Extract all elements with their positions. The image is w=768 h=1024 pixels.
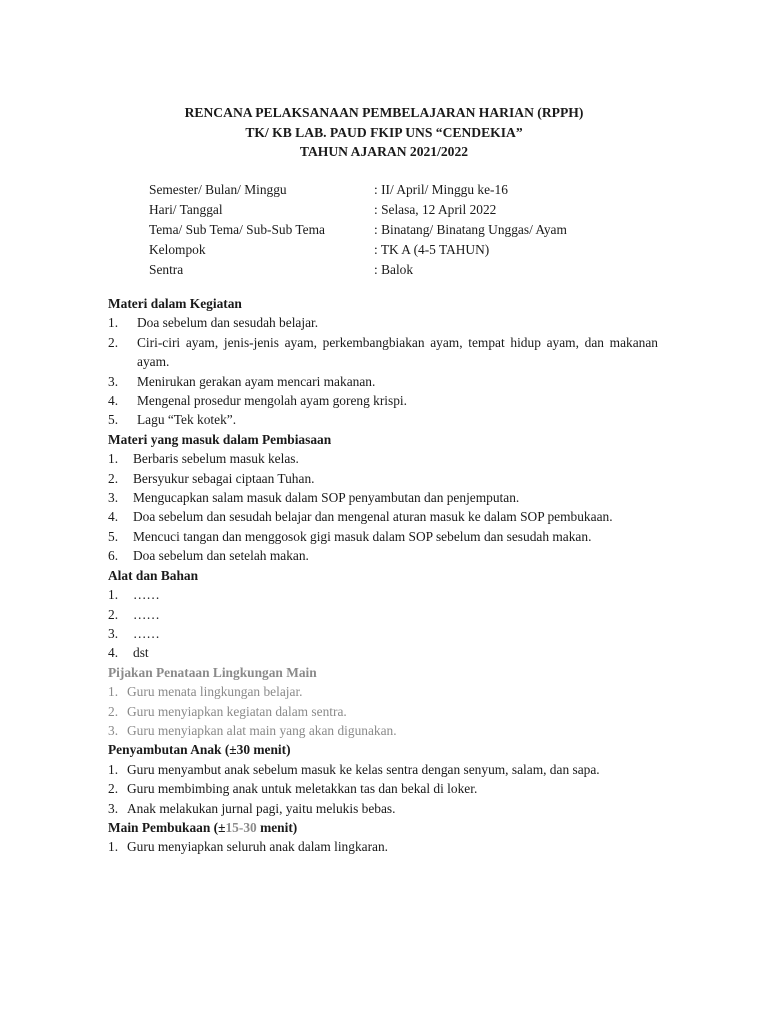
list-item [108,760,658,779]
item-number: 4. [108,509,119,525]
list-item [108,702,658,721]
item-number: 4. [108,645,119,661]
list-item [108,507,658,526]
materi-pembiasaan-list [108,449,658,565]
heading-suffix: menit) [256,819,298,835]
list-item [108,605,658,624]
list-item [108,643,658,662]
materi-kegiatan-list [108,313,658,429]
list-item [108,313,658,332]
info-value: : Selasa, 12 April 2022 [374,202,497,217]
item-number: 3. [108,373,119,389]
item-text: …… [133,606,160,622]
item-text: Guru membimbing anak untuk meletakkan tas dan bekal di loker. [127,781,478,797]
item-text: Menirukan gerakan ayam mencari makanan. [137,373,376,389]
identity-table [149,180,669,280]
item-number: 2. [108,606,119,622]
item-text: …… [133,625,160,641]
item-number: 2. [108,781,119,797]
section-heading-pijakan: Pijakan Penataan Lingkungan Main [108,664,317,680]
title-line-2: TK/ KB LAB. PAUD FKIP UNS “CENDEKIA” [245,124,523,140]
alat-bahan-list [108,585,658,663]
item-text: Guru menata lingkungan belajar. [127,684,303,700]
list-item [108,799,658,818]
section-heading-alat-bahan: Alat dan Bahan [108,567,199,583]
info-value: : Balok [374,262,414,277]
item-text: Mengucapkan salam masuk dalam SOP penyambutan dan penjemputan. [133,490,520,506]
item-text: …… [133,587,160,603]
item-text: Mencuci tangan dan menggosok gigi masuk dalam SOP sebelum dan sesudah makan. [133,528,592,544]
heading-prefix: Main Pembukaan (± [108,819,226,835]
section-heading-materi-kegiatan: Materi dalam Kegiatan [108,296,242,311]
item-number: 6. [108,548,119,564]
title-line-3: TAHUN AJARAN 2021/2022 [299,144,469,159]
item-text: Guru menyiapkan seluruh anak dalam lingkaran. [127,839,389,855]
item-number: 1. [108,761,119,777]
item-number: 1. [108,315,119,331]
item-number: 3. [108,490,119,506]
list-item [108,585,658,604]
item-text: Guru menyiapkan kegiatan dalam sentra. [127,703,347,719]
pembukaan-list [108,837,658,856]
document-header [0,103,768,162]
list-item [108,546,658,565]
item-text: Berbaris sebelum masuk kelas. [133,451,299,467]
item-number: 3. [108,800,119,816]
item-number: 2. [108,703,119,719]
item-number: 1. [108,587,119,603]
section-heading-pembukaan [108,818,658,837]
info-row-theme [149,220,669,240]
info-label: Hari/ Tanggal [149,202,223,217]
item-text: Guru menyiapkan alat main yang akan digunakan. [127,722,397,738]
info-label: Semester/ Bulan/ Minggu [149,182,287,197]
list-item [108,624,658,643]
item-number: 2. [108,470,119,486]
list-item [108,372,658,391]
info-label: Kelompok [149,242,206,257]
list-item [108,410,658,429]
item-text: Doa sebelum dan setelah makan. [133,548,309,564]
item-text: Lagu “Tek kotek”. [137,412,237,428]
document-body [108,294,658,857]
item-text: Doa sebelum dan sesudah belajar dan mengenal aturan masuk ke dalam SOP pembukaan. [133,509,613,525]
title-line-1: RENCANA PELAKSANAAN PEMBELAJARAN HARIAN (RPPH) [184,105,584,120]
info-label: Tema/ Sub Tema/ Sub-Sub Tema [149,222,325,237]
item-number: 1. [108,451,119,467]
item-text: Anak melakukan jurnal pagi, yaitu melukis bebas. [127,800,396,816]
info-value: : Binatang/ Binatang Unggas/ Ayam [374,222,567,237]
item-text: Mengenal prosedur mengolah ayam goreng krispi. [137,393,407,409]
info-row-group [149,240,669,260]
info-label: Sentra [149,262,184,277]
item-number: 2. [108,334,119,350]
item-number: 4. [108,393,119,409]
list-item [108,682,658,701]
heading-duration: 15-30 [225,819,257,835]
item-text: Guru menyambut anak sebelum masuk ke kelas sentra dengan senyum, salam, dan sapa. [127,761,600,777]
info-row-date [149,200,669,220]
info-value: : TK A (4-5 TAHUN) [374,242,490,257]
list-item [108,488,658,507]
list-item [108,391,658,410]
item-number: 5. [108,528,119,544]
item-text: Ciri-ciri ayam, jenis-jenis ayam, perkembangbiakan ayam, tempat hidup ayam, dan makanan ayam. [137,334,658,370]
item-number: 1. [108,684,119,700]
list-item [108,527,658,546]
item-text: Bersyukur sebagai ciptaan Tuhan. [133,470,315,486]
list-item [108,721,658,740]
pijakan-list [108,682,658,740]
item-text: Doa sebelum dan sesudah belajar. [137,315,319,331]
item-number: 1. [108,839,119,855]
item-text: dst [133,645,149,661]
info-value: : II/ April/ Minggu ke-16 [374,182,508,197]
list-item [108,449,658,468]
info-row-centre [149,260,669,280]
list-item [108,779,658,798]
item-number: 3. [108,722,119,738]
section-heading-materi-pembiasaan: Materi yang masuk dalam Pembiasaan [108,431,332,447]
list-item [108,469,658,488]
info-row-semester [149,180,669,200]
list-item [108,837,658,856]
list-item [108,333,658,372]
section-heading-penyambutan: Penyambutan Anak (±30 menit) [108,742,291,758]
penyambutan-list [108,760,658,818]
item-number: 5. [108,412,119,428]
item-number: 3. [108,625,119,641]
